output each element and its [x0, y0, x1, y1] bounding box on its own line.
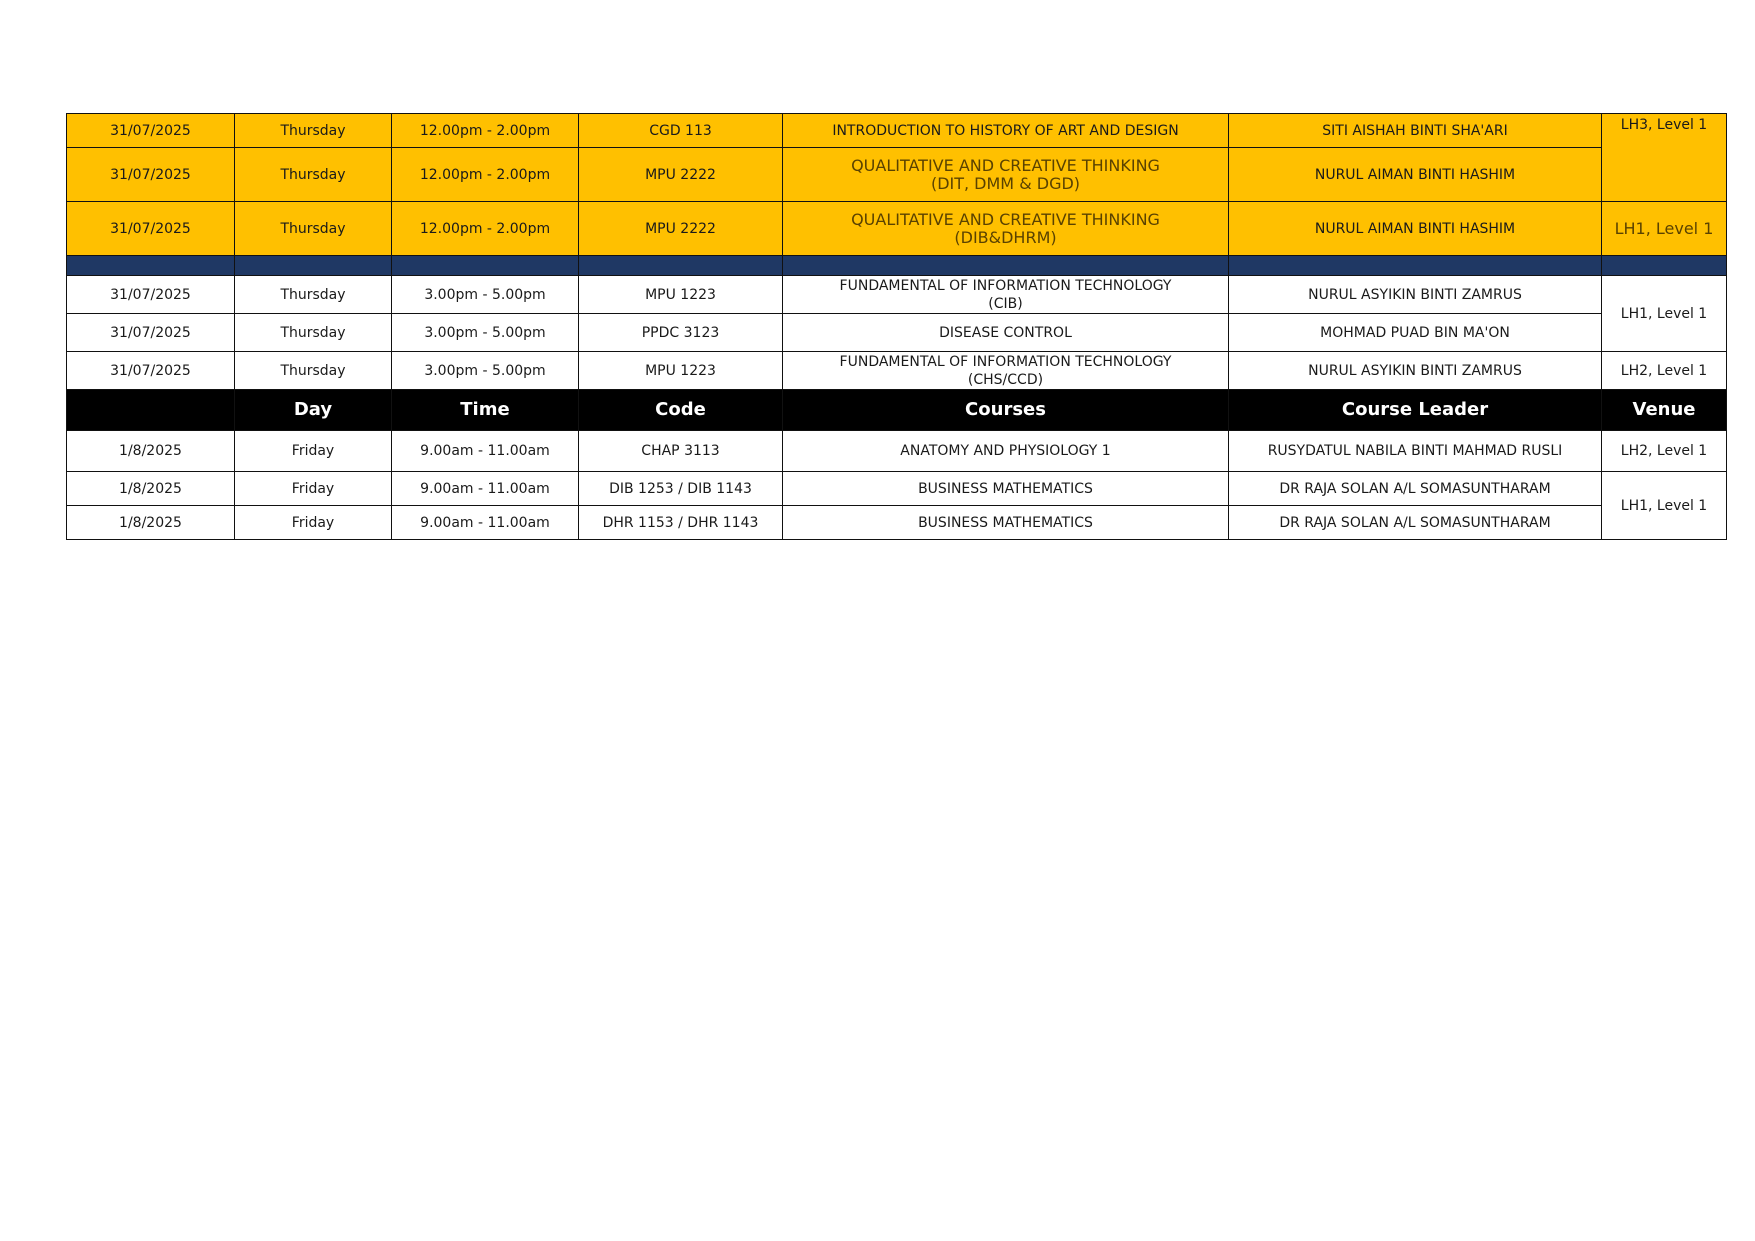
table-row [67, 114, 1727, 148]
section-divider [67, 256, 1727, 276]
table-row [67, 314, 1727, 352]
time-cell: 12.00pm - 2.00pm [392, 114, 579, 148]
date-cell: 1/8/2025 [67, 472, 235, 506]
date-cell: 31/07/2025 [67, 314, 235, 352]
date-cell: 31/07/2025 [67, 202, 235, 256]
code-cell: MPU 2222 [579, 148, 783, 202]
table-row [67, 352, 1727, 390]
course-cell: INTRODUCTION TO HISTORY OF ART AND DESIGN [783, 114, 1229, 148]
day-cell: Friday [235, 431, 392, 472]
day-cell: Thursday [235, 276, 392, 314]
venue-cell: LH1, Level 1 [1602, 472, 1727, 540]
table-row [67, 506, 1727, 540]
course-group: (CHS/CCD) [967, 371, 1044, 388]
header-time: Time [392, 390, 579, 431]
table-row [67, 472, 1727, 506]
course-title: QUALITATIVE AND CREATIVE THINKING [851, 155, 1160, 175]
table-header-row [67, 390, 1727, 431]
time-cell: 9.00am - 11.00am [392, 472, 579, 506]
header-code: Code [579, 390, 783, 431]
leader-cell: SITI AISHAH BINTI SHA'ARI [1229, 114, 1602, 148]
day-cell: Thursday [235, 148, 392, 202]
code-cell: MPU 1223 [579, 276, 783, 314]
venue-cell: LH2, Level 1 [1602, 431, 1727, 472]
course-title: QUALITATIVE AND CREATIVE THINKING [851, 209, 1160, 229]
course-cell: DISEASE CONTROL [783, 314, 1229, 352]
day-cell: Friday [235, 506, 392, 540]
leader-cell: NURUL ASYIKIN BINTI ZAMRUS [1229, 352, 1602, 390]
course-cell [783, 202, 1229, 256]
venue-cell: LH2, Level 1 [1602, 352, 1727, 390]
course-cell [783, 276, 1229, 314]
course-title: FUNDAMENTAL OF INFORMATION TECHNOLOGY [839, 353, 1172, 370]
course-cell [783, 352, 1229, 390]
table-row [67, 431, 1727, 472]
table-row [67, 276, 1727, 314]
time-cell: 12.00pm - 2.00pm [392, 202, 579, 256]
venue-cell: LH3, Level 1 [1602, 114, 1727, 202]
venue-cell: LH1, Level 1 [1602, 276, 1727, 352]
time-cell: 3.00pm - 5.00pm [392, 276, 579, 314]
course-cell: BUSINESS MATHEMATICS [783, 506, 1229, 540]
day-cell: Thursday [235, 352, 392, 390]
day-cell: Thursday [235, 314, 392, 352]
time-cell: 3.00pm - 5.00pm [392, 314, 579, 352]
venue-cell: LH1, Level 1 [1602, 202, 1727, 256]
date-cell: 1/8/2025 [67, 506, 235, 540]
table-row [67, 202, 1727, 256]
header-date-cell [67, 390, 235, 431]
day-cell: Friday [235, 472, 392, 506]
leader-cell: DR RAJA SOLAN A/L SOMASUNTHARAM [1229, 472, 1602, 506]
course-title: FUNDAMENTAL OF INFORMATION TECHNOLOGY [839, 277, 1172, 294]
leader-cell: NURUL AIMAN BINTI HASHIM [1229, 148, 1602, 202]
leader-cell: DR RAJA SOLAN A/L SOMASUNTHARAM [1229, 506, 1602, 540]
date-cell: 31/07/2025 [67, 148, 235, 202]
course-cell: BUSINESS MATHEMATICS [783, 472, 1229, 506]
day-cell: Thursday [235, 202, 392, 256]
header-day: Day [235, 390, 392, 431]
leader-cell: MOHMAD PUAD BIN MA'ON [1229, 314, 1602, 352]
date-cell: 31/07/2025 [67, 276, 235, 314]
code-cell: PPDC 3123 [579, 314, 783, 352]
date-cell: 1/8/2025 [67, 431, 235, 472]
code-cell: CHAP 3113 [579, 431, 783, 472]
date-cell: 31/07/2025 [67, 352, 235, 390]
code-cell: DHR 1153 / DHR 1143 [579, 506, 783, 540]
day-cell: Thursday [235, 114, 392, 148]
course-cell [783, 148, 1229, 202]
leader-cell: NURUL ASYIKIN BINTI ZAMRUS [1229, 276, 1602, 314]
exam-schedule-table [66, 113, 1727, 540]
time-cell: 9.00am - 11.00am [392, 431, 579, 472]
header-course-leader: Course Leader [1229, 390, 1602, 431]
header-venue: Venue [1602, 390, 1727, 431]
code-cell: DIB 1253 / DIB 1143 [579, 472, 783, 506]
time-cell: 9.00am - 11.00am [392, 506, 579, 540]
course-group: (DIT, DMM & DGD) [930, 173, 1081, 193]
time-cell: 12.00pm - 2.00pm [392, 148, 579, 202]
leader-cell: RUSYDATUL NABILA BINTI MAHMAD RUSLI [1229, 431, 1602, 472]
leader-cell: NURUL AIMAN BINTI HASHIM [1229, 202, 1602, 256]
date-cell: 31/07/2025 [67, 114, 235, 148]
code-cell: CGD 113 [579, 114, 783, 148]
course-group: (DIB&DHRM) [954, 227, 1057, 247]
course-cell: ANATOMY AND PHYSIOLOGY 1 [783, 431, 1229, 472]
time-cell: 3.00pm - 5.00pm [392, 352, 579, 390]
course-group: (CIB) [988, 295, 1023, 312]
table-row [67, 148, 1727, 202]
header-courses: Courses [783, 390, 1229, 431]
code-cell: MPU 1223 [579, 352, 783, 390]
code-cell: MPU 2222 [579, 202, 783, 256]
